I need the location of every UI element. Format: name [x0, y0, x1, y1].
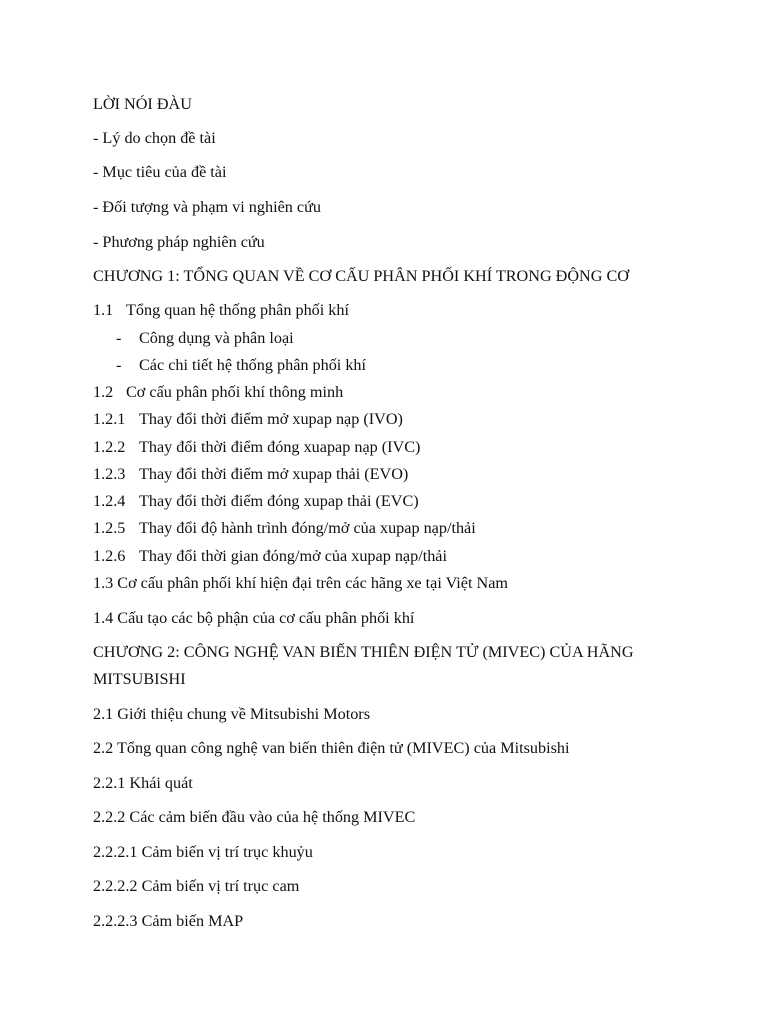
bullet-item: Các chi tiết hệ thống phân phối khí — [139, 356, 367, 374]
subsection-number: 1.2.1 — [93, 410, 126, 428]
section-title: Tổng quan hệ thống phân phối khí — [126, 301, 349, 319]
bullet-item: Công dụng và phân loại — [139, 329, 294, 347]
subsection-number: 1.2.6 — [93, 547, 126, 565]
section-entry: 2.2.2 Các cảm biến đầu vào của hệ thống MIVEC — [93, 808, 416, 826]
section-entry: 2.2 Tổng quan công nghệ van biến thiên điện tử (MIVEC) của Mitsubishi — [93, 739, 570, 757]
intro-item: - Mục tiêu của đề tài — [93, 163, 227, 181]
subsection-number: 1.2.3 — [93, 465, 126, 483]
section-entry: 1.4 Cấu tạo các bộ phận của cơ cấu phân phối khí — [93, 609, 415, 627]
subsection-number: 1.2.2 — [93, 438, 126, 456]
subsection-number: 1.2.5 — [93, 519, 126, 537]
section-entry: 2.2.2.3 Cảm biến MAP — [93, 912, 244, 930]
chapter2-title: CHƯƠNG 2: CÔNG NGHỆ VAN BIẾN THIÊN ĐIỆN TỬ (MIVEC) CỦA HÃNG — [93, 643, 634, 661]
section-title: Cơ cấu phân phối khí thông minh — [126, 383, 344, 401]
section-entry: 2.2.1 Khái quát — [93, 774, 193, 792]
section-entry: 1.3 Cơ cấu phân phối khí hiện đại trên các hãng xe tại Việt Nam — [93, 574, 509, 592]
subsection-title: Thay đổi độ hành trình đóng/mở của xupap nạp/thải — [139, 519, 476, 537]
section-entry: 2.1 Giới thiệu chung về Mitsubishi Motors — [93, 705, 370, 723]
section-entry: 2.2.2.2 Cảm biến vị trí trục cam — [93, 877, 300, 895]
chapter1-title: CHƯƠNG 1: TỔNG QUAN VỀ CƠ CẤU PHÂN PHỐI KHÍ TRONG ĐỘNG CƠ — [93, 267, 629, 285]
intro-item: - Đối tượng và phạm vi nghiên cứu — [93, 198, 321, 216]
bullet-dash: - — [116, 356, 122, 374]
intro-heading: LỜI NÓI ĐÀU — [93, 95, 192, 113]
section-number: 1.1 — [93, 301, 114, 319]
intro-item: - Lý do chọn đề tài — [93, 129, 216, 147]
chapter2-title-continued: MITSUBISHI — [93, 670, 186, 688]
subsection-title: Thay đổi thời gian đóng/mở của xupap nạp/thải — [139, 547, 447, 565]
subsection-title: Thay đổi thời điểm mở xupap thải (EVO) — [139, 465, 409, 483]
subsection-title: Thay đổi thời điểm đóng xuapap nạp (IVC) — [139, 438, 421, 456]
intro-item: - Phương pháp nghiên cứu — [93, 233, 265, 251]
subsection-title: Thay đổi thời điểm mở xupap nạp (IVO) — [139, 410, 403, 428]
section-number: 1.2 — [93, 383, 114, 401]
subsection-title: Thay đổi thời điểm đóng xupap thải (EVC) — [139, 492, 419, 510]
subsection-number: 1.2.4 — [93, 492, 126, 510]
bullet-dash: - — [116, 329, 122, 347]
section-entry: 2.2.2.1 Cảm biến vị trí trục khuỷu — [93, 843, 313, 861]
